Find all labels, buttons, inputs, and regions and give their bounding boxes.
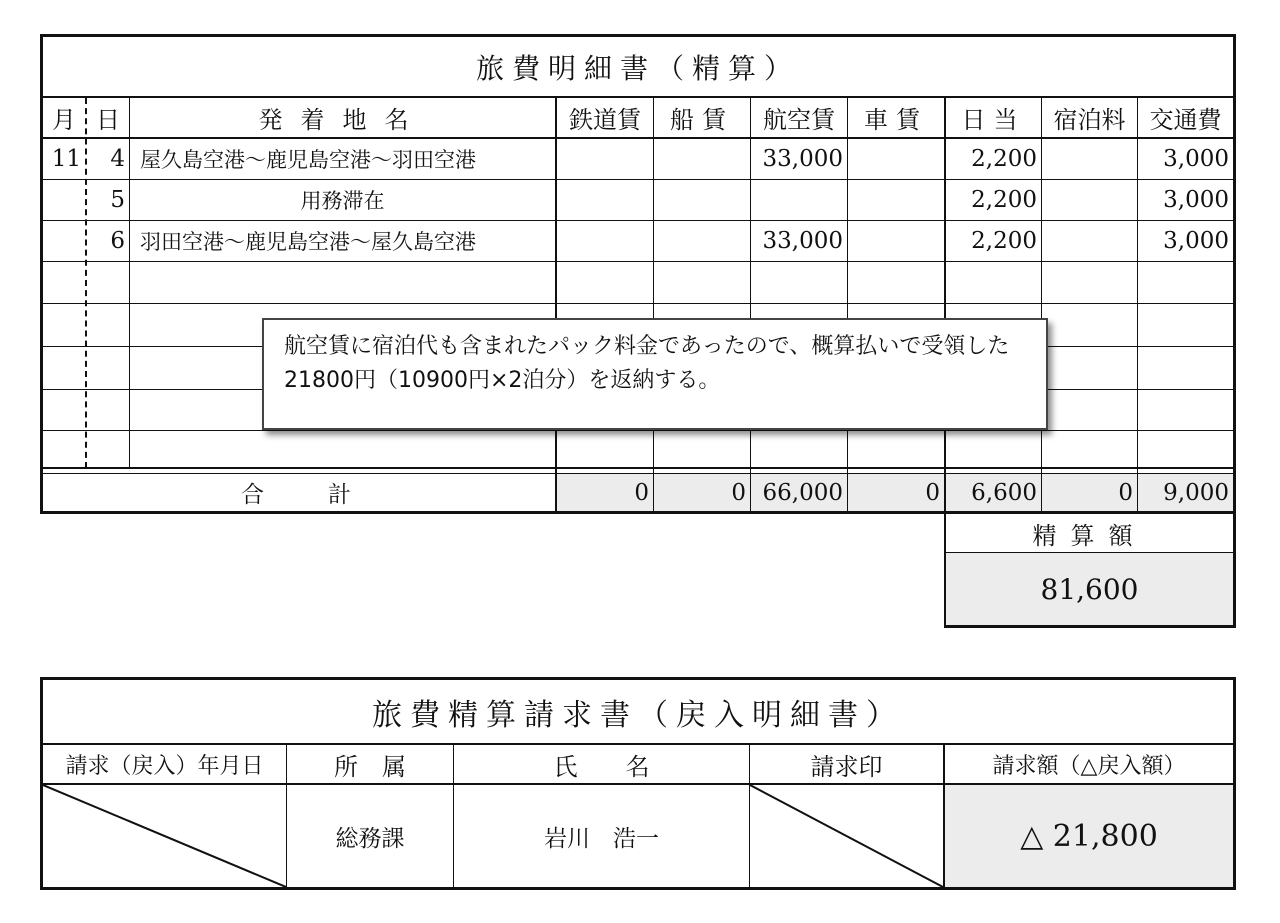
total-ship: 0 xyxy=(654,474,750,511)
header-per-diem: 日当 xyxy=(961,106,1026,134)
row-air: 33,000 xyxy=(762,146,843,172)
department-value: 総務課 xyxy=(335,825,405,852)
row-air: 33,000 xyxy=(762,228,843,254)
total-transport: 9,000 xyxy=(1138,474,1233,511)
header-car: 車賃 xyxy=(864,106,928,134)
request-title: 旅費精算請求書（戻入明細書） xyxy=(372,697,904,733)
strikethrough-date-cell xyxy=(43,785,286,887)
header-month: 月 xyxy=(52,106,76,134)
header-ship: 船賃 xyxy=(670,106,734,134)
header-name: 氏 名 xyxy=(553,752,650,781)
row-day: 6 xyxy=(110,228,125,254)
header-rail: 鉄道賃 xyxy=(569,106,641,134)
total-car: 0 xyxy=(848,474,944,511)
row-day: 4 xyxy=(110,146,125,172)
header-transport: 交通費 xyxy=(1149,106,1222,134)
total-label: 合 計 xyxy=(241,482,357,508)
header-department: 所 属 xyxy=(334,752,406,781)
header-lodging: 宿泊料 xyxy=(1053,106,1126,134)
row-route: 用務滞在 xyxy=(300,189,385,213)
total-air: 66,000 xyxy=(751,474,847,511)
row-route: 屋久島空港〜鹿児島空港〜羽田空港 xyxy=(140,148,476,172)
row-transport: 3,000 xyxy=(1163,146,1229,172)
amount-value: △ 21,800 xyxy=(945,785,1233,887)
header-seal: 請求印 xyxy=(810,752,883,781)
header-request-date: 請求（戻入）年月日 xyxy=(65,753,264,779)
header-day: 日 xyxy=(96,106,120,134)
row-transport: 3,000 xyxy=(1163,228,1229,254)
total-rail: 0 xyxy=(557,474,653,511)
header-route: 発着地名 xyxy=(258,106,427,134)
header-air: 航空賃 xyxy=(763,106,835,134)
note-callout: 航空賃に宿泊代も含まれたパック料金であったので、概算払いで受領した21800円（10900円×2泊分）を返納する。 xyxy=(262,318,1048,430)
row-route: 羽田空港〜鹿児島空港〜屋久島空港 xyxy=(140,230,476,254)
row-transport: 3,000 xyxy=(1163,187,1229,213)
row-per-diem: 2,200 xyxy=(971,187,1037,213)
row-day: 5 xyxy=(110,187,125,213)
row-per-diem: 2,200 xyxy=(971,146,1037,172)
total-lodging: 0 xyxy=(1042,474,1137,511)
strikethrough-seal-cell xyxy=(750,785,943,887)
header-amount: 請求額（△戻入額） xyxy=(992,753,1186,779)
row-per-diem: 2,200 xyxy=(971,228,1037,254)
row-month: 11 xyxy=(51,146,81,172)
total-per-diem: 6,600 xyxy=(946,474,1041,511)
detail-title: 旅費明細書（精算） xyxy=(475,52,800,85)
name-value: 岩川 浩一 xyxy=(544,825,659,852)
settlement-value: 81,600 xyxy=(946,553,1233,625)
settlement-label: 精算額 xyxy=(1032,521,1147,550)
